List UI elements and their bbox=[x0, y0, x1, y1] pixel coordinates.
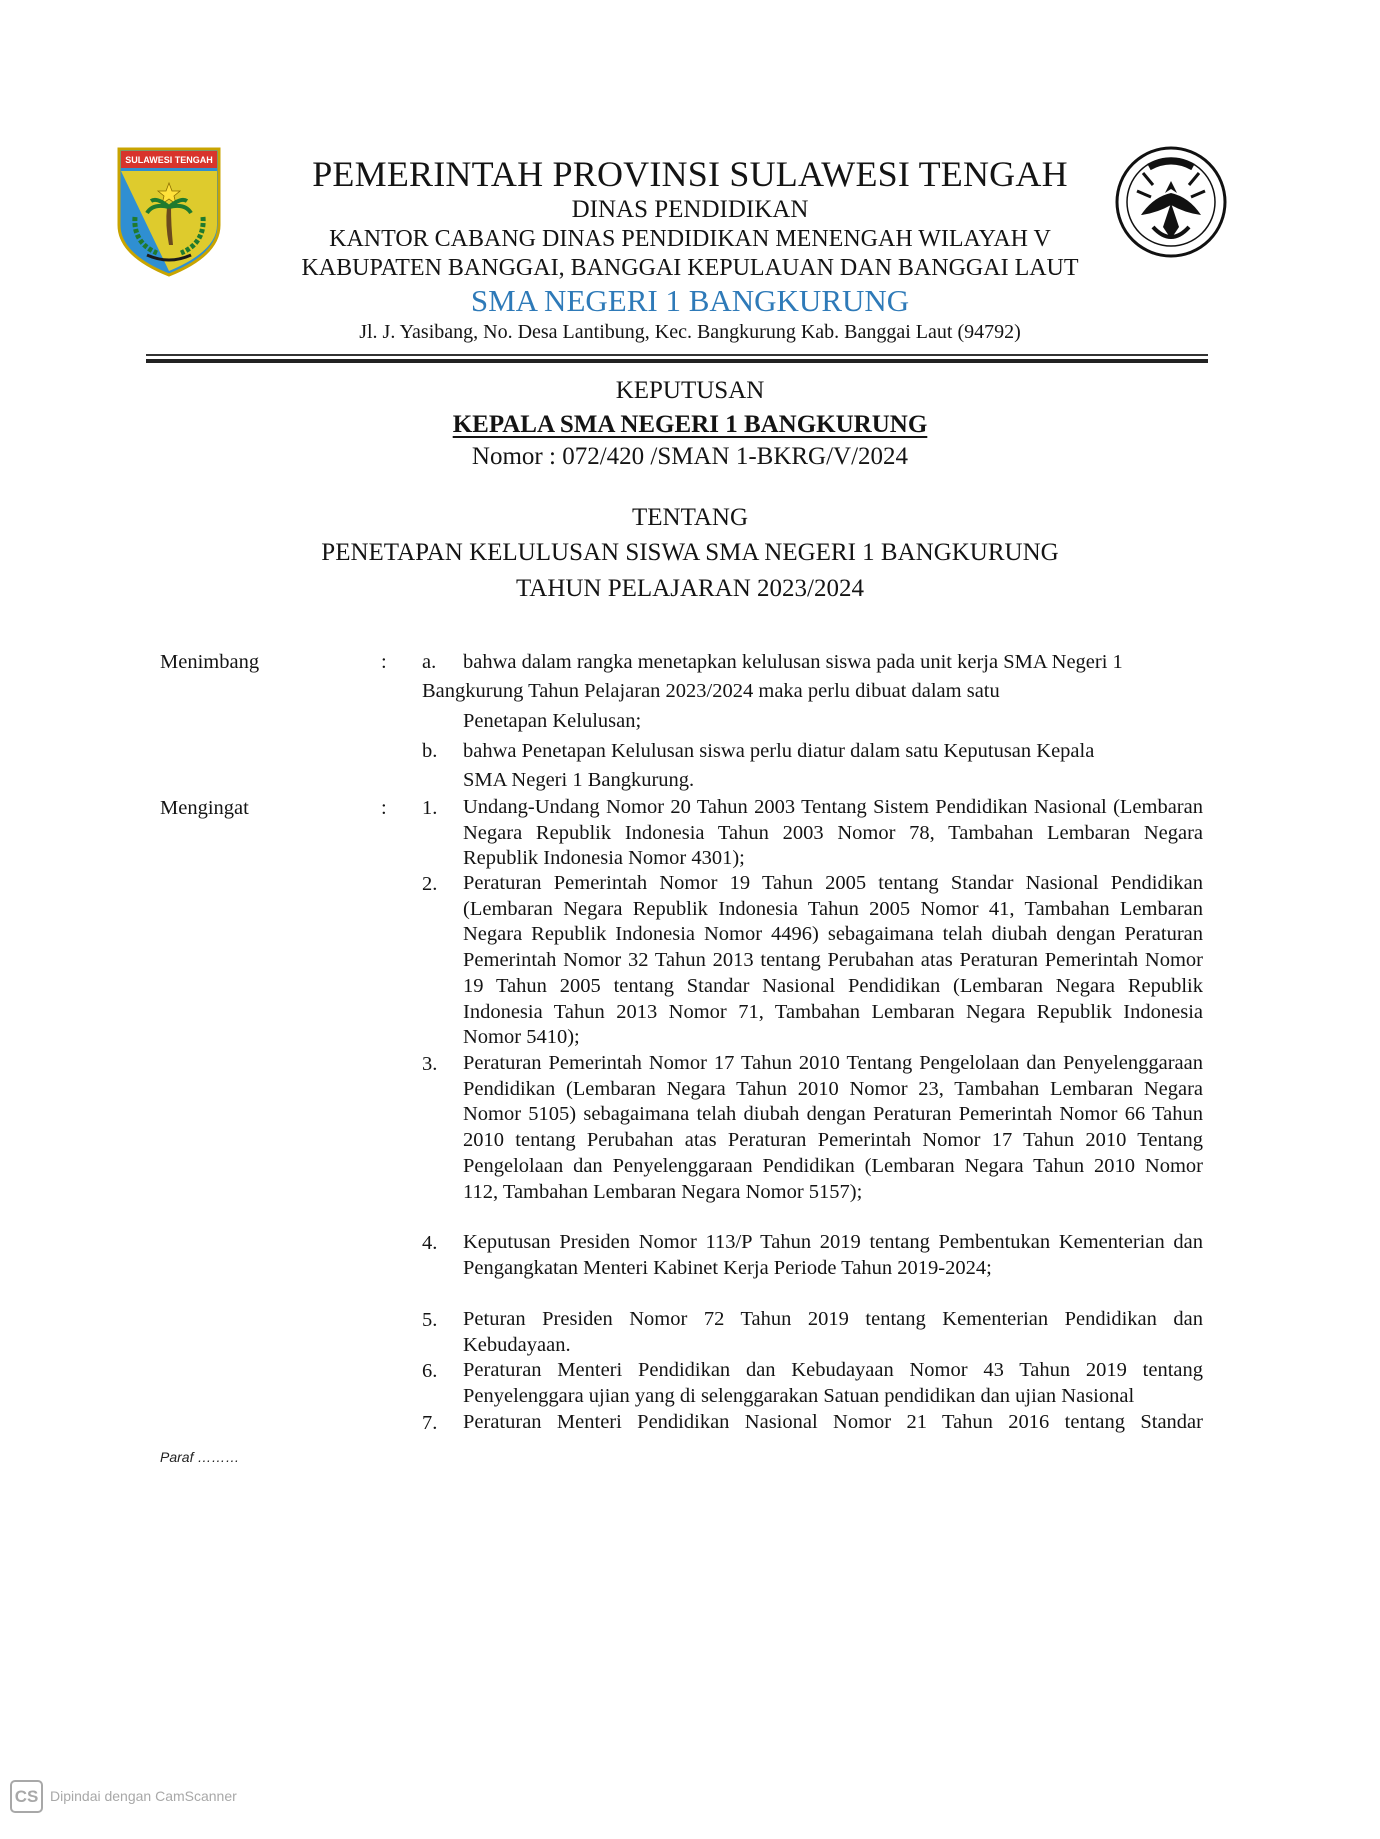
camscanner-watermark: Dipindai dengan CamScanner bbox=[50, 1788, 237, 1804]
svg-text:SULAWESI TENGAH: SULAWESI TENGAH bbox=[125, 155, 213, 165]
menimbang-a-line-3: Penetapan Kelulusan; bbox=[463, 710, 642, 732]
mengingat-colon: : bbox=[381, 797, 387, 819]
mengingat-item-3-text: Peraturan Pemerintah Nomor 17 Tahun 2010 Tentang Pengelolaan dan Penyelenggaraan Pendidikan (Lembaran Negara Tahun 2010 Nomor 23, Tambahan Lembaran Negara Nomor 5105) sebagaimana telah diubah dengan Peraturan Pemerintah Nomor 66 Tahun 2010 tentang Perubahan atas Peraturan Pemerintah Nomor 17 Tahun 2010 Tentang Pengelolaan dan Penyelenggaraan Pendidikan (Lembaran Negara Tahun 2010 Nomor 112, Tambahan Lembaran Negara Nomor 5157); bbox=[463, 1052, 1203, 1203]
mengingat-item-7-marker: 7. bbox=[422, 1412, 438, 1434]
decision-heading: KEPUTUSAN bbox=[615, 377, 765, 404]
mengingat-item-5-text: Peturan Presiden Nomor 72 Tahun 2019 tentang Kementerian Pendidikan dan Kebudayaan. bbox=[463, 1308, 1203, 1356]
decision-issuer bbox=[200, 411, 1180, 439]
school-address: Jl. J. Yasibang, No. Desa Lantibung, Kec. Bangkurung Kab. Banggai Laut (94792) bbox=[359, 321, 1021, 343]
paraf-initials: Paraf ……… bbox=[160, 1449, 240, 1465]
mengingat-item-1-text: Undang-Undang Nomor 20 Tahun 2003 Tentang Sistem Pendidikan Nasional (Lembaran Negara Republik Indonesia Tahun 2003 Nomor 78, Tambahan Lembaran Negara Republik Indonesia Nomor 4301); bbox=[463, 796, 1203, 870]
camscanner-logo-icon: CS bbox=[10, 1780, 43, 1813]
menimbang-b-line-1: bahwa Penetapan Kelulusan siswa perlu diatur dalam satu Keputusan Kepala bbox=[463, 740, 1095, 762]
decision-subject-line-2: TAHUN PELAJARAN 2023/2024 bbox=[516, 575, 864, 602]
menimbang-b-line-2: SMA Negeri 1 Bangkurung. bbox=[463, 769, 695, 791]
branch-office-name: KANTOR CABANG DINAS PENDIDIKAN MENENGAH WILAYAH V bbox=[329, 226, 1051, 252]
mengingat-item-6-text: Peraturan Menteri Pendidikan dan Kebudayaan Nomor 43 Tahun 2019 tentang Penyelenggara ujian yang di selenggarakan Satuan pendidikan dan ujian Nasional bbox=[463, 1359, 1203, 1407]
mengingat-item-1-marker: 1. bbox=[422, 797, 438, 819]
mengingat-item-7-text: Peraturan Menteri Pendidikan Nasional Nomor 21 Tahun 2016 tentang Standar bbox=[463, 1411, 1203, 1433]
department-name: DINAS PENDIDIKAN bbox=[571, 196, 809, 223]
decision-subject-line-1: PENETAPAN KELULUSAN SISWA SMA NEGERI 1 BANGKURUNG bbox=[321, 539, 1059, 566]
decision-about: TENTANG bbox=[631, 504, 749, 531]
school-name: SMA NEGERI 1 BANGKURUNG bbox=[470, 283, 910, 318]
mengingat-item-6-marker: 6. bbox=[422, 1360, 438, 1382]
decision-number: Nomor : 072/420 /SMAN 1-BKRG/V/2024 bbox=[471, 443, 909, 470]
mengingat-item-4-text: Keputusan Presiden Nomor 113/P Tahun 2019 tentang Pembentukan Kementerian dan Pengangkatan Menteri Kabinet Kerja Periode Tahun 2019-2024; bbox=[463, 1231, 1203, 1279]
regency-names: KABUPATEN BANGGAI, BANGGAI KEPULAUAN DAN BANGGAI LAUT bbox=[301, 255, 1079, 281]
government-name: PEMERINTAH PROVINSI SULAWESI TENGAH bbox=[312, 154, 1068, 194]
menimbang-a-line-1: bahwa dalam rangka menetapkan kelulusan siswa pada unit kerja SMA Negeri 1 bbox=[463, 651, 1123, 673]
menimbang-a-marker: a. bbox=[422, 651, 437, 673]
letterhead-divider-thin bbox=[146, 354, 1208, 356]
mengingat-item-5-marker: 5. bbox=[422, 1309, 438, 1331]
letterhead-divider-thick bbox=[146, 359, 1208, 363]
mengingat-item-2-marker: 2. bbox=[422, 873, 438, 895]
mengingat-label: Mengingat bbox=[160, 797, 249, 819]
menimbang-colon: : bbox=[381, 651, 387, 673]
mengingat-item-2-text: Peraturan Pemerintah Nomor 19 Tahun 2005 tentang Standar Nasional Pendidikan (Lembaran Negara Republik Indonesia Tahun 2005 Nomor 41, Tambahan Lembaran Negara Republik Indonesia Nomor 4496) sebagaimana telah diubah dengan Peraturan Pemerintah Nomor 32 Tahun 2013 tentang Perubahan atas Peraturan Pemerintah Nomor 19 Tahun 2005 tentang Standar Nasional Pendidikan (Lembaran Negara Republik Indonesia Tahun 2013 Nomor 71, Tambahan Lembaran Negara Republik Indonesia Nomor 5410); bbox=[463, 872, 1203, 1049]
decision-issuer-text: KEPALA SMA NEGERI 1 BANGKURUNG bbox=[452, 411, 928, 438]
menimbang-a-line-2: Bangkurung Tahun Pelajaran 2023/2024 maka perlu dibuat dalam satu bbox=[422, 680, 1000, 702]
mengingat-item-3-marker: 3. bbox=[422, 1053, 438, 1075]
menimbang-b-marker: b. bbox=[422, 740, 438, 762]
menimbang-label: Menimbang bbox=[160, 651, 260, 673]
mengingat-item-4-marker: 4. bbox=[422, 1232, 438, 1254]
